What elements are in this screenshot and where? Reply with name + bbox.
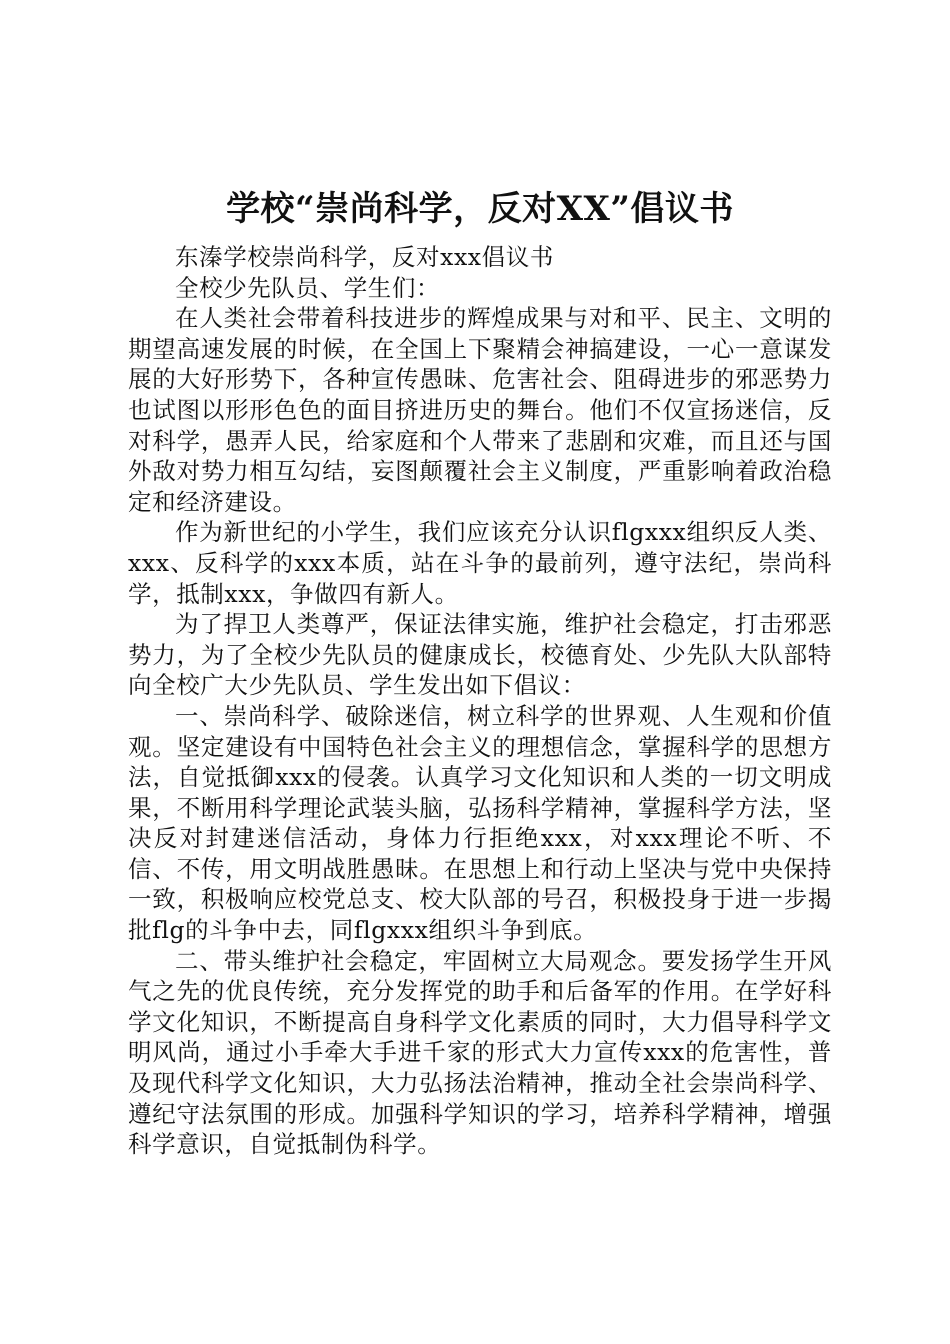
document-body (128, 186, 832, 1160)
paragraph-stance: 作为新世纪的小学生，我们应该充分认识flgxxx组织反人类、xxx、反科学的xxx本质，站在斗争的最前列，遵守法纪，崇尚科学，抵制xxx，争做四有新人。 (128, 518, 832, 608)
paragraph-header: 东溱学校崇尚科学，反对xxx倡议书 (175, 243, 554, 271)
document-title: 学校“崇尚科学，反对XX”倡议书 (226, 189, 734, 229)
paragraph-intro: 在人类社会带着科技进步的辉煌成果与对和平、民主、文明的期望高速发展的时候，在全国上下聚精会神搞建设，一心一意谋发展的大好形势下，各种宣传愚昧、危害社会、阻碍进步的邪恶势力也试图以形形色色的面目挤进历史的舞台。他们不仅宣扬迷信，反对科学，愚弄人民，给家庭和个人带来了悲剧和灾难，而且还与国外敌对势力相互勾结，妄图颠覆社会主义制度，严重影响着政治稳定和经济建设。 (128, 304, 832, 516)
paragraph-salutation: 全校少先队员、学生们： (175, 273, 441, 302)
paragraph-proposal-lead: 为了捍卫人类尊严，保证法律实施，维护社会稳定，打击邪恶势力，为了全校少先队员的健康成长，校德育处、少先队大队部特向全校广大少先队员、学生发出如下倡议： (128, 610, 832, 700)
paragraph-item-one: 一、崇尚科学、破除迷信，树立科学的世界观、人生观和价值观。坚定建设有中国特色社会主义的理想信念，掌握科学的思想方法，自觉抵御xxx的侵袭。认真学习文化知识和人类的一切文明成果，不断用科学理论武装头脑，弘扬科学精神，掌握科学方法，坚决反对封建迷信活动，身体力行拒绝xxx，对xxx理论不听、不信、不传，用文明战胜愚昧。在思想上和行动上坚决与党中央保持一致，积极响应校党总支、校大队部的号召，积极投身于进一步揭批flg的斗争中去，同flgxxx组织斗争到底。 (128, 701, 832, 945)
paragraph-item-two: 二、带头维护社会稳定，牢固树立大局观念。要发扬学生开风气之先的优良传统，充分发挥党的助手和后备军的作用。在学好科学文化知识，不断提高自身科学文化素质的同时，大力倡导科学文明风尚，通过小手牵大手进千家的形式大力宣传xxx的危害性，普及现代科学文化知识，大力弘扬法治精神，推动全社会崇尚科学、遵纪守法氛围的形成。加强科学知识的学习，培养科学精神，增强科学意识，自觉抵制伪科学。 (128, 946, 832, 1159)
